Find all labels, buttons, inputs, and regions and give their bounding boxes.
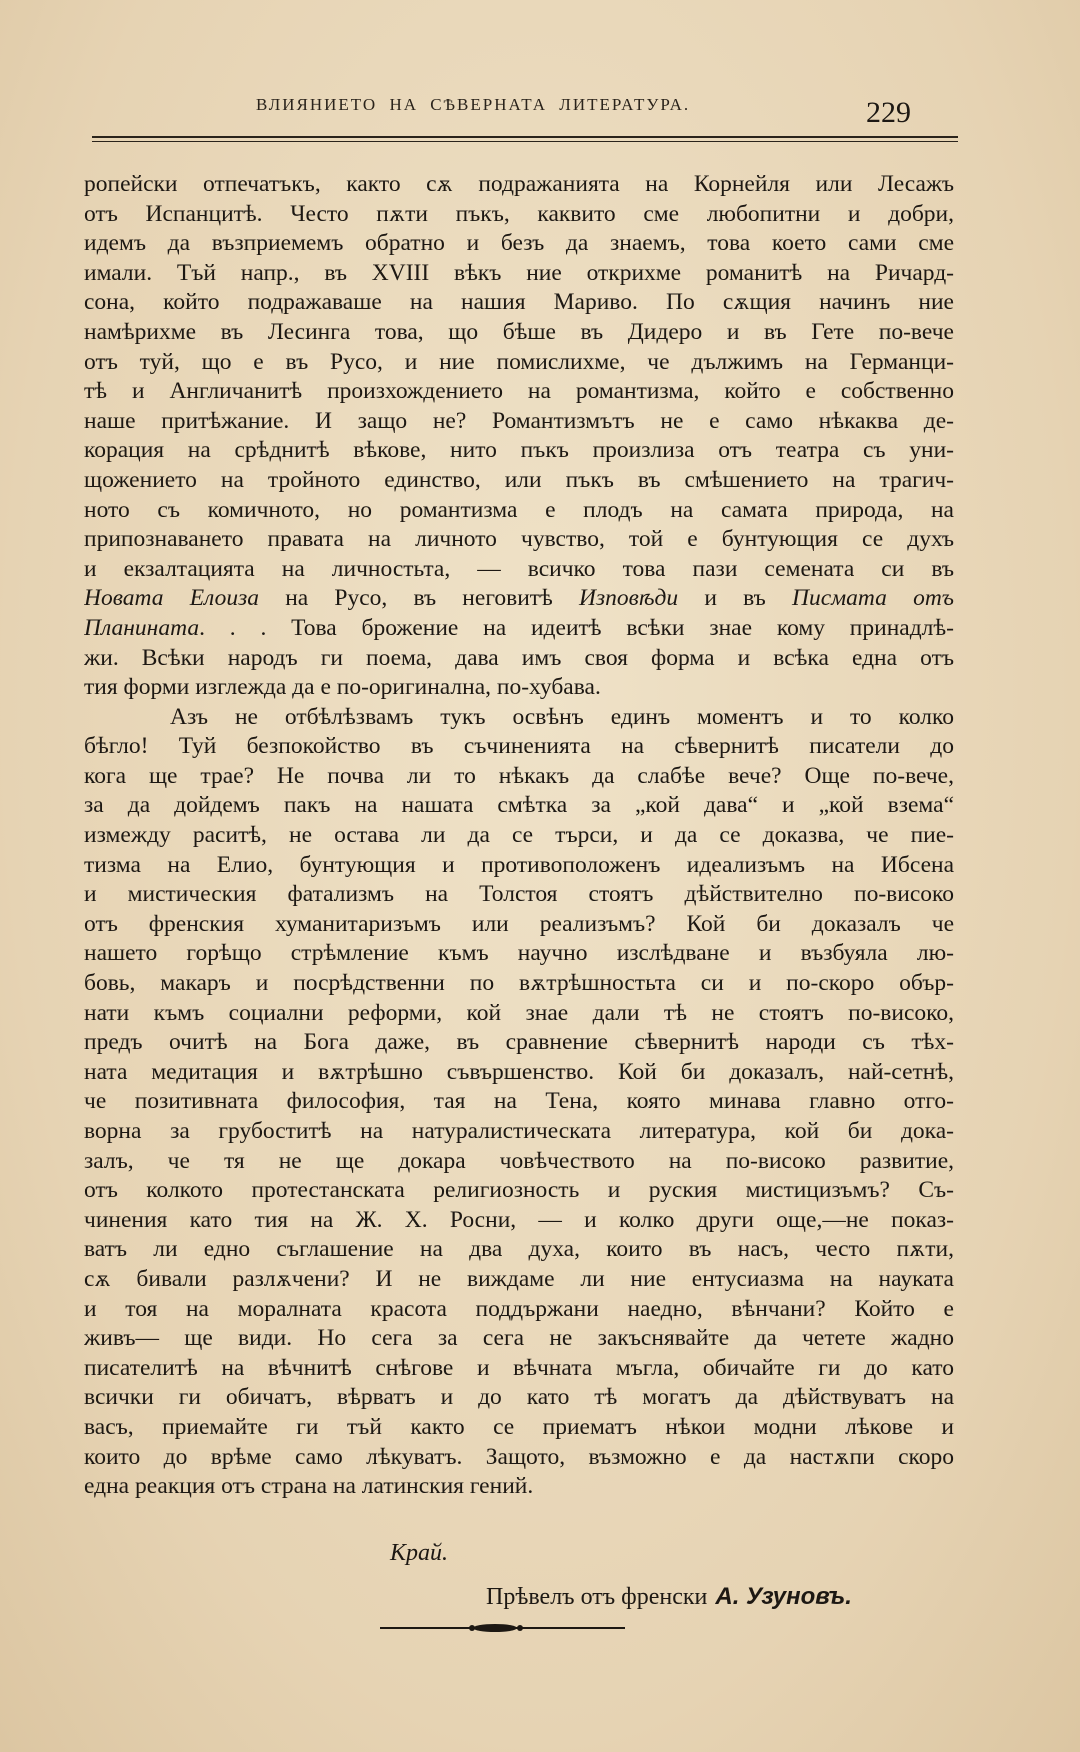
text-line: една реакция отъ страна на латинския гений. [84, 1473, 534, 1500]
header-rule-thin [92, 141, 958, 142]
text-line: припознаването правата на личното чувство, той е бунтующия се духъ [84, 526, 954, 553]
translator-credit [486, 1583, 852, 1611]
text-line: и тоя на моралната красота поддържани наедно, вѣнчани? Който е [84, 1295, 954, 1322]
body-text [84, 170, 954, 1502]
page-number: 229 [866, 96, 911, 129]
text-line: идемъ да възприемемъ обратно и безъ да знаемъ, това което сами сме [84, 230, 954, 257]
text-line-with-titles: Планината. . . Това брожение на идеитѣ всѣки знае кому принадлѣ- [84, 614, 954, 641]
text-line: измежду раситѣ, не остава ли да се търси, и да се доказва, че пие- [84, 822, 954, 849]
header-rule [92, 136, 958, 138]
text-line: тизма на Елио, бунтующия и противоположенъ идеализъмъ на Ибсена [84, 851, 954, 878]
text-line: всички ги обичатъ, вѣрватъ и до като тѣ могатъ да дѣйствуватъ на [84, 1384, 954, 1411]
text-line: които до врѣме само лѣкуватъ. Защото, възможно е да настѫпи скоро [84, 1443, 954, 1470]
running-title: ВЛИЯНИЕТО НА СѢВЕРНАТА ЛИТЕРАТУРА. [256, 95, 691, 114]
text-line: бѣгло! Туй безпокойство въ съчиненията на сѣвернитѣ писатели до [84, 733, 954, 760]
text-line: бовь, макаръ и посрѣдственни по вѫтрѣшностьта си и по-скоро обър- [84, 970, 954, 997]
text-line: чинения като тия на Ж. Х. Росни, — и колко други още,—не показ- [84, 1206, 954, 1233]
text-line: ватъ ли едно съглашение на два духа, които въ насъ, често пѫти, [84, 1236, 954, 1263]
text-line: сона, който подражаваше на нашия Мариво. По сѫщия начинъ ние [84, 289, 954, 316]
text-line: предъ очитѣ на Бога даже, въ сравнение сѣвернитѣ народи съ тѣх- [84, 1029, 954, 1056]
text-line: васъ, приемайте ги тъй както се приематъ нѣкои модни лѣкове и [84, 1413, 954, 1440]
book-title-mountain: Планината [84, 614, 200, 641]
text-line: отъ френския хуманитаризъмъ или реализъмъ? Кой би доказалъ че [84, 910, 954, 937]
text-line: отъ Испанцитѣ. Често пѫти пъкъ, каквито сме любопитни и добри, [84, 200, 954, 227]
text-line: и екзалтацията на личностьта, — всичко това пази семената си въ [84, 555, 954, 582]
text-line: и мистическия фатализмъ на Толстоя стоятъ дѣйствително по-високо [84, 881, 954, 908]
text-line-with-titles: Новата Елоиза на Русо, въ неговитѣ Изповѣди и въ Писмата отъ [84, 585, 954, 612]
text-line: щожението на тройното единство, или пъкъ въ смѣшението на трагич- [84, 466, 954, 493]
text-line: сѫ бивали разлѫчени? И не виждаме ли ние ентусиазма на науката [84, 1265, 954, 1292]
text-line: живъ— ще види. Но сега за сега не закъснявайте да четете жадно [84, 1325, 954, 1352]
text-line: кога ще трае? Не почва ли то нѣкакъ да слабѣе вече? Още по-вече, [84, 762, 954, 789]
text-line: ропейски отпечатъкъ, както сѫ подражанията на Корнейля или Лесажъ [84, 171, 954, 197]
text-line: тѣ и Англичанитѣ произхождението на романтизма, който е собственно [84, 378, 954, 405]
text-line: залъ, че тя не ще докара човѣчеството на по-високо развитие, [84, 1147, 954, 1174]
book-title-nouvelle-heloise: Новата Елоиза [84, 585, 260, 612]
text-line: писателитѣ на вѣчнитѣ снѣгове и вѣчната мъгла, обичайте ги до като [84, 1354, 954, 1381]
text-line: ната медитация и вѫтрѣшно съвършенство. Кой би доказалъ, най-сетнѣ, [84, 1058, 954, 1085]
text-line: отъ туй, що е въ Русо, и ние помислихме, че дължимъ на Германци- [84, 348, 954, 375]
text-line: ворна за грубоститѣ на натуралистическата литература, кой би дока- [84, 1118, 954, 1144]
text-line: намѣрихме въ Лесинга това, що бѣше въ Дидеро и въ Гете по-вече [84, 318, 954, 345]
text-line: че позитивната философия, тая на Тена, която минава главно отго- [84, 1088, 954, 1115]
text-line: отъ колкото протестанската религиозность и руския мистицизъмъ? Съ- [84, 1177, 954, 1204]
text-line: корация на срѣднитѣ вѣкове, нито пъкъ произлиза отъ театра съ уни- [84, 437, 954, 464]
text-line: жи. Всѣки народъ ги поема, дава имъ своя форма и всѣка една отъ [84, 644, 954, 671]
text-line: тия форми изглежда да е по-оригинална, по-хубава. [84, 674, 601, 701]
book-title-confessions: Изповѣди [579, 585, 679, 612]
translated-by-label: Прѣвелъ отъ френски [486, 1584, 708, 1610]
translator-name: А. Узуновъ. [715, 1583, 852, 1610]
text-line: нашето горѣщо стрѣмление къмъ научно изслѣдване и възбуяла лю- [84, 940, 954, 967]
text-line: наше притѣжание. И защо не? Романтизмътъ не е само нѣкаква де- [84, 407, 954, 434]
text-line: за да дойдемъ пакъ на нашата смѣтка за „кой дава“ и „кой взема“ [84, 792, 954, 819]
text-line: имали. Тъй напр., въ XVIII вѣкъ ние открихме романитѣ на Ричард- [84, 259, 954, 286]
text-line: нати къмъ социални реформи, кой знае дали тѣ не стоятъ по-високо, [84, 999, 954, 1026]
ornament-divider-icon [380, 1622, 625, 1634]
book-title-letters: Писмата отъ [791, 585, 954, 612]
text-line: ното съ комичното, но романтизма е плодъ на самата природа, на [84, 496, 954, 523]
paragraph-start: Азъ не отбѣлѣзвамъ тукъ освѣнъ единъ моментъ и то колко [170, 703, 954, 730]
end-mark: Край. [390, 1540, 448, 1566]
